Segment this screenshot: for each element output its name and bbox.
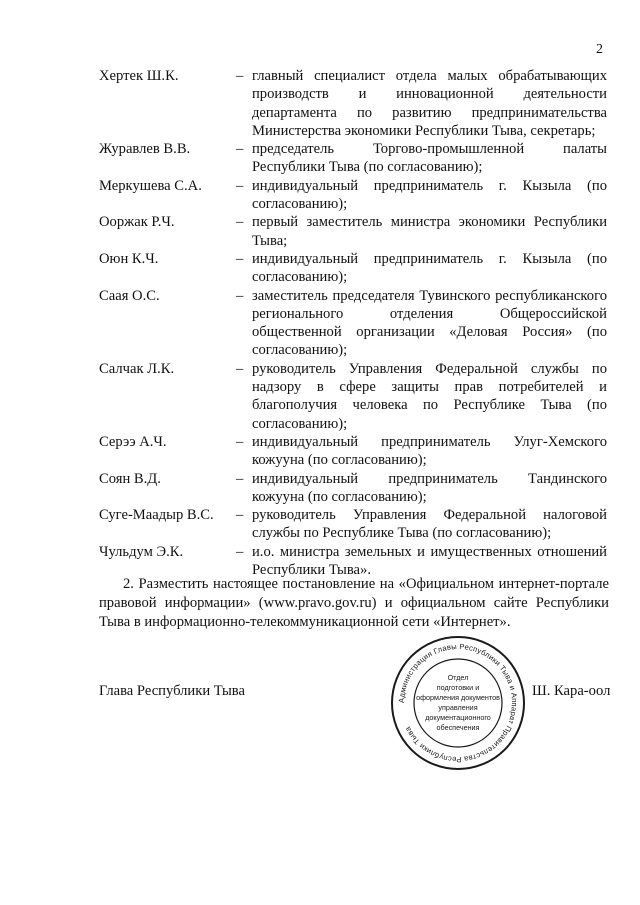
member-dash: – [236, 470, 244, 487]
member-row [99, 67, 609, 140]
member-name: Чульдум Э.К. [99, 543, 184, 560]
member-name: Серээ А.Ч. [99, 433, 167, 450]
member-name: Оюн К.Ч. [99, 250, 159, 267]
member-role: и.о. министра земельных и имущественных отношений Республики Тыва». [252, 543, 607, 579]
svg-text:управления: управления [438, 703, 478, 712]
svg-text:Отдел: Отдел [447, 673, 469, 682]
svg-text:подготовки и: подготовки и [436, 683, 480, 692]
member-name: Соян В.Д. [99, 470, 161, 487]
member-dash: – [236, 433, 244, 450]
member-name: Саая О.С. [99, 287, 160, 304]
member-row [99, 433, 609, 470]
member-row [99, 360, 609, 433]
member-row [99, 287, 609, 360]
commission-member-list [99, 67, 609, 579]
member-dash: – [236, 141, 244, 158]
member-dash: – [236, 177, 244, 194]
member-name: Журавлев В.В. [99, 141, 191, 158]
member-row [99, 177, 609, 214]
member-role: индивидуальный предприниматель г. Кызыла (по согласованию); [252, 177, 607, 213]
svg-text:обеспечения: обеспечения [436, 723, 480, 732]
page-number: 2 [596, 42, 603, 57]
official-stamp [388, 633, 528, 773]
signature-title: Глава Республики Тыва [99, 683, 245, 699]
stamp-ring-text: Администрация Главы Республики Тыва и Аппарат Правительства Республики Тыва [396, 641, 520, 765]
member-name: Меркушева С.А. [99, 177, 202, 194]
member-role: индивидуальный предприниматель Тандинского кожууна (по согласованию); [252, 470, 607, 505]
member-name: Хертек Ш.К. [99, 68, 179, 84]
member-dash: – [236, 68, 244, 84]
member-row [99, 543, 609, 580]
member-row [99, 213, 609, 250]
member-name: Салчак Л.К. [99, 360, 175, 377]
member-dash: – [236, 287, 244, 304]
member-role: председатель Торгово-промышленной палаты Республики Тыва (по согласованию); [252, 141, 607, 176]
member-row [99, 506, 609, 543]
member-role: индивидуальный предприниматель Улуг-Хемского кожууна (по согласованию); [252, 433, 607, 469]
member-role: руководитель Управления Федеральной службы по надзору в сфере защиты прав потребителей и благополучия человека по Республике Тыва (по согласованию); [252, 360, 607, 432]
member-row [99, 140, 609, 177]
member-dash: – [236, 360, 244, 377]
member-role: первый заместитель министра экономики Республики Тыва; [252, 214, 607, 249]
svg-text:оформления документов: оформления документов [416, 693, 500, 702]
member-name: Ооржак Р.Ч. [99, 214, 175, 231]
publication-paragraph: 2. Разместить настоящее постановление на «Официальном интернет-портале правовой информации» (www.pravo.gov.ru) и официальном сайте Республики Тыва в информационно-телекоммуникационной сети «Интернет». [99, 576, 609, 630]
member-dash: – [236, 214, 244, 231]
member-row [99, 470, 609, 507]
member-name: Суге-Маадыр В.С. [99, 507, 214, 524]
member-role: главный специалист отдела малых обрабатывающих производств и инновационной деятельности департамента по развитию предпринимательства Министерства экономики Республики Тыва, секретарь; [252, 68, 607, 139]
svg-text:документационного: документационного [425, 713, 491, 722]
member-row [99, 250, 609, 287]
member-dash: – [236, 250, 244, 267]
member-dash: – [236, 507, 244, 524]
member-role: руководитель Управления Федеральной налоговой службы по Республике Тыва (по согласованию); [252, 507, 607, 542]
stamp-center-text [416, 673, 500, 732]
member-dash: – [236, 543, 244, 560]
member-role: заместитель председателя Тувинского республиканского регионального отделения Общероссийской общественной организации «Деловая Россия» (по согласованию); [252, 287, 607, 359]
member-role: индивидуальный предприниматель г. Кызыла (по согласованию); [252, 250, 607, 286]
signature-name: Ш. Кара-оол [532, 683, 611, 699]
